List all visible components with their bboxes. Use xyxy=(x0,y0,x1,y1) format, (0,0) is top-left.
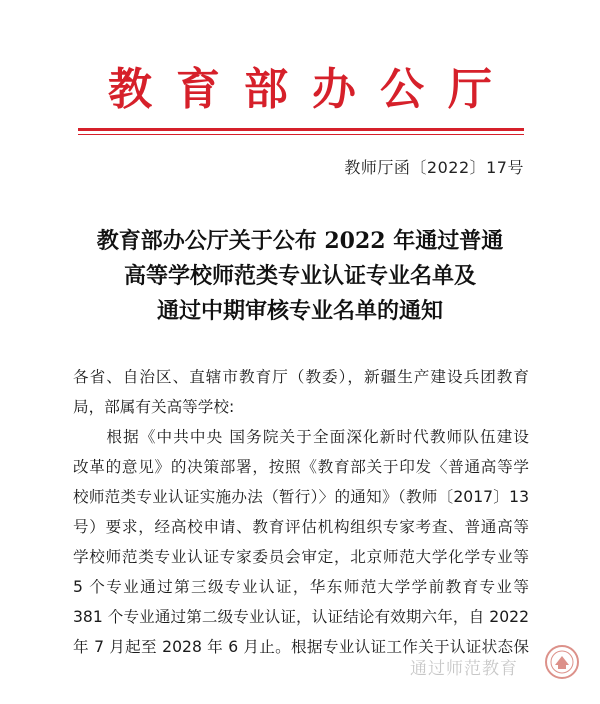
title-line-2: 高等学校师范类专业认证专业名单及 xyxy=(123,263,476,289)
header-red-rule-thin xyxy=(78,134,524,135)
document-title xyxy=(70,224,530,329)
body-line: 改革的意见》的决策部署，按照《教育部关于印发〈普通高等学 xyxy=(73,458,529,476)
header-red-rule xyxy=(78,128,524,131)
body-line: 381 个专业通过第二级专业认证，认证结论有效期六年，自 2022 xyxy=(73,608,529,626)
body-line: 年 7 月起至 2028 年 6 月止。根据专业认证工作关于认证状态保 xyxy=(73,638,529,656)
document-body xyxy=(73,362,529,662)
body-line: 局，部属有关高等学校: xyxy=(73,398,235,416)
site-watermark xyxy=(410,640,580,690)
body-line: 5 个专业通过第三级专业认证，华东师范大学学前教育专业等 xyxy=(73,578,529,596)
body-line: 根据《中共中央 国务院关于全面深化新时代教师队伍建设 xyxy=(73,428,529,446)
title-line-1: 教育部办公厅关于公布 2022 年通过普通 xyxy=(96,228,504,254)
document-number: 教师厅函〔2022〕17号 xyxy=(344,158,524,177)
school-seal-icon xyxy=(544,644,580,680)
body-line: 号）要求，经高校申请、教育评估机构组织专家考查、普通高等 xyxy=(73,518,529,536)
watermark-text: 通过师范教育 xyxy=(410,659,518,679)
issuing-org-header: 教育部办公厅 xyxy=(108,64,516,115)
body-line: 学校师范类专业认证专家委员会审定，北京师范大学化学专业等 xyxy=(73,548,529,566)
body-line: 校师范类专业认证实施办法（暂行）〉的通知》（教师〔2017〕13 xyxy=(73,488,529,506)
title-line-3: 通过中期审核专业名单的通知 xyxy=(156,298,443,324)
body-line: 各省、自治区、直辖市教育厅（教委），新疆生产建设兵团教育 xyxy=(73,368,529,386)
